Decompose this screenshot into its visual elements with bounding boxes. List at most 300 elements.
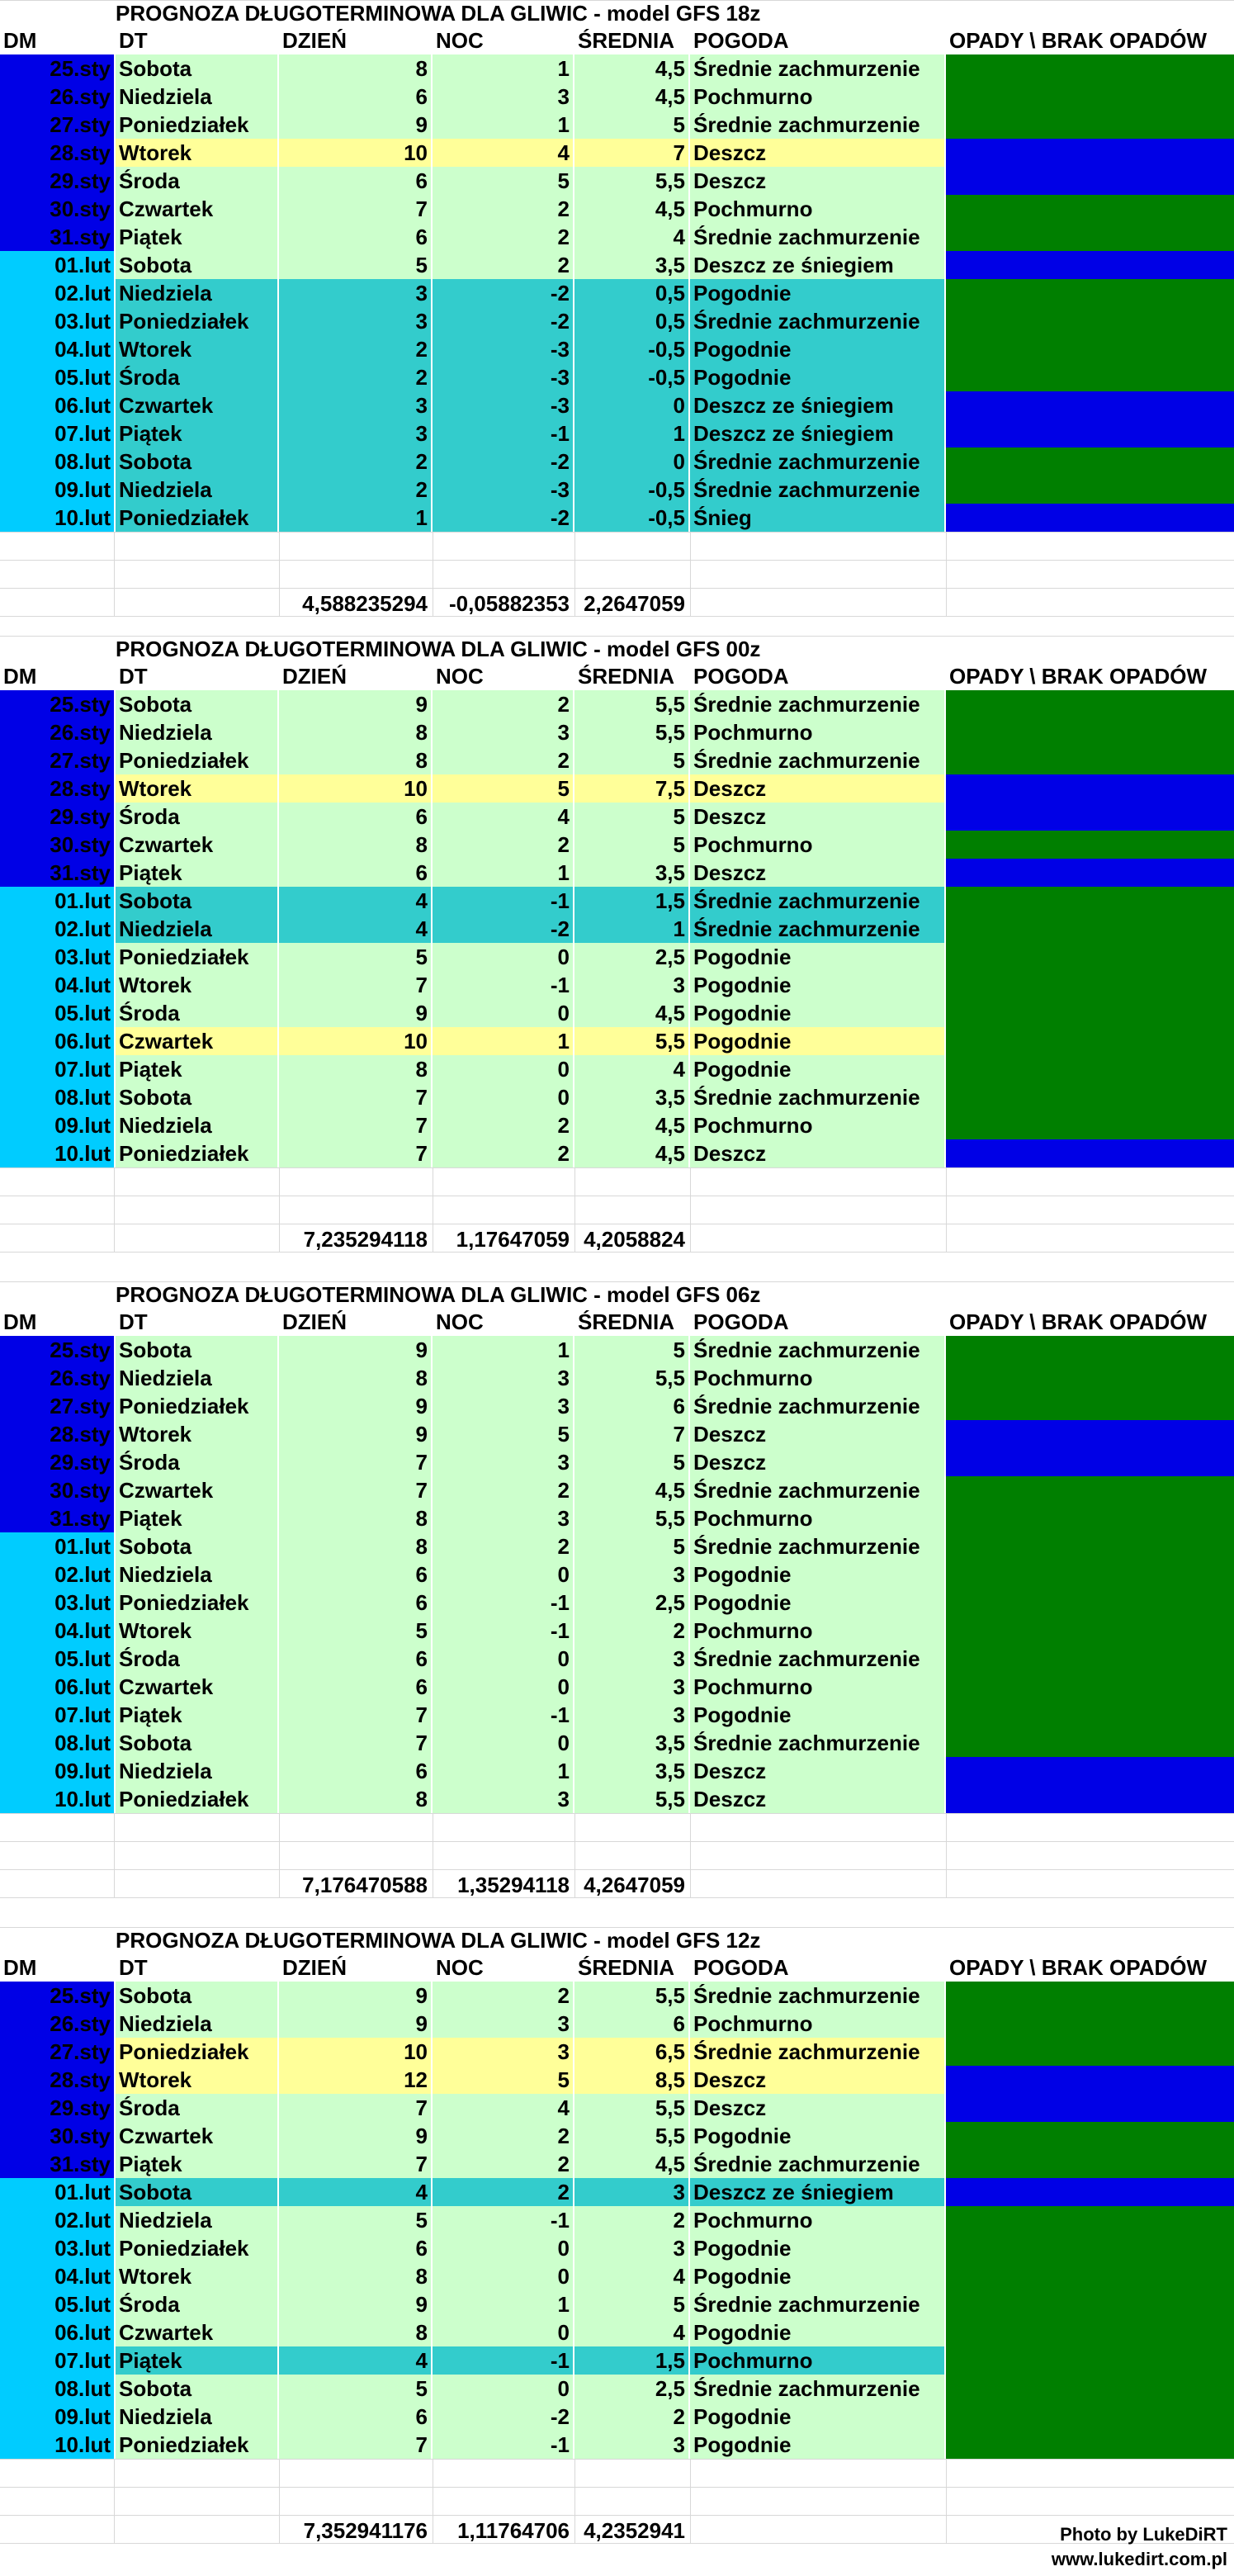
header-night: NOC <box>433 1308 573 1336</box>
date-cell: 28.sty <box>0 774 114 803</box>
avg-temp-cell: 3 <box>574 1560 688 1589</box>
day-temp-cell: 6 <box>279 2403 431 2431</box>
table-row <box>0 1448 1234 1476</box>
grid-line <box>690 532 691 616</box>
table-row <box>0 307 1234 335</box>
no-precip-indicator <box>946 2375 1234 2403</box>
day-temp-cell: 8 <box>279 1055 431 1083</box>
weather-cell: Pochmurno <box>690 195 944 223</box>
date-cell: 08.lut <box>0 1729 114 1757</box>
precip-indicator <box>946 504 1234 532</box>
no-precip-indicator <box>946 223 1234 251</box>
night-temp-cell: 2 <box>433 195 573 223</box>
weekday-cell: Poniedziałek <box>116 111 277 139</box>
precip-indicator <box>946 2066 1234 2094</box>
grid-line <box>0 636 1234 637</box>
precip-indicator <box>946 2178 1234 2206</box>
night-temp-cell: 2 <box>433 251 573 279</box>
header-row <box>0 26 1234 54</box>
header-precip: OPADY \ BRAK OPADÓW <box>946 1953 1234 1982</box>
weather-cell: Deszcz <box>690 1139 944 1167</box>
weekday-cell: Piątek <box>116 2346 277 2375</box>
day-temp-cell: 7 <box>279 1139 431 1167</box>
date-cell: 05.lut <box>0 1645 114 1673</box>
weather-cell: Pogodnie <box>690 1027 944 1055</box>
night-temp-cell: 0 <box>433 1645 573 1673</box>
grid-line <box>946 532 947 616</box>
summary-row <box>0 2517 1234 2545</box>
day-temp-cell: 6 <box>279 1589 431 1617</box>
avg-temp-cell: 4 <box>574 2318 688 2346</box>
weekday-cell: Poniedziałek <box>116 1589 277 1617</box>
night-temp-cell: -3 <box>433 363 573 391</box>
avg-temp-cell: 5 <box>574 1532 688 1560</box>
weekday-cell: Czwartek <box>116 2318 277 2346</box>
day-temp-cell: 5 <box>279 251 431 279</box>
table-row <box>0 2403 1234 2431</box>
table-row <box>0 746 1234 774</box>
date-cell: 09.lut <box>0 1111 114 1139</box>
night-temp-cell: -3 <box>433 391 573 419</box>
avg-temp-cell: 5,5 <box>574 1364 688 1392</box>
avg-temp-cell: 5 <box>574 1448 688 1476</box>
date-cell: 29.sty <box>0 803 114 831</box>
avg-temp-cell: 3 <box>574 971 688 999</box>
table-row <box>0 251 1234 279</box>
table-row <box>0 279 1234 307</box>
table-row <box>0 887 1234 915</box>
table-row <box>0 2346 1234 2375</box>
header-precip: OPADY \ BRAK OPADÓW <box>946 662 1234 690</box>
table-row <box>0 363 1234 391</box>
weekday-cell: Niedziela <box>116 279 277 307</box>
summary-day-avg: 7,176470588 <box>302 1873 428 1897</box>
table-row <box>0 1757 1234 1785</box>
table-row <box>0 2010 1234 2038</box>
table-row <box>0 476 1234 504</box>
day-temp-cell: 9 <box>279 1392 431 1420</box>
date-cell: 08.lut <box>0 1083 114 1111</box>
weather-cell: Średnie zachmurzenie <box>690 887 944 915</box>
header-row <box>0 662 1234 690</box>
table-title: PROGNOZA DŁUGOTERMINOWA DLA GLIWIC - model GFS 18z <box>116 1 761 26</box>
date-cell: 31.sty <box>0 859 114 887</box>
weather-cell: Deszcz ze śniegiem <box>690 2178 944 2206</box>
night-temp-cell: 1 <box>433 1757 573 1785</box>
no-precip-indicator <box>946 1364 1234 1392</box>
table-row <box>0 2206 1234 2234</box>
day-temp-cell: 7 <box>279 1448 431 1476</box>
avg-temp-cell: 5,5 <box>574 1504 688 1532</box>
weather-cell: Średnie zachmurzenie <box>690 746 944 774</box>
avg-temp-cell: 0,5 <box>574 279 688 307</box>
table-row <box>0 167 1234 195</box>
date-cell: 30.sty <box>0 2122 114 2150</box>
night-temp-cell: -2 <box>433 2403 573 2431</box>
precip-indicator <box>946 167 1234 195</box>
summary-night-avg: -0,05882353 <box>448 591 570 616</box>
no-precip-indicator <box>946 83 1234 111</box>
avg-temp-cell: 0 <box>574 391 688 419</box>
weekday-cell: Niedziela <box>116 476 277 504</box>
table-row <box>0 1139 1234 1167</box>
date-cell: 04.lut <box>0 1617 114 1645</box>
no-precip-indicator <box>946 1504 1234 1532</box>
night-temp-cell: 5 <box>433 167 573 195</box>
no-precip-indicator <box>946 54 1234 83</box>
no-precip-indicator <box>946 307 1234 335</box>
weather-cell: Pochmurno <box>690 1364 944 1392</box>
day-temp-cell: 9 <box>279 2122 431 2150</box>
date-cell: 27.sty <box>0 111 114 139</box>
avg-temp-cell: 6,5 <box>574 2038 688 2066</box>
no-precip-indicator <box>946 2262 1234 2290</box>
night-temp-cell: 2 <box>433 223 573 251</box>
night-temp-cell: 2 <box>433 746 573 774</box>
header-day: DZIEŃ <box>279 1308 431 1336</box>
grid-line <box>114 1167 115 1252</box>
table-row <box>0 223 1234 251</box>
grid-line <box>114 532 115 616</box>
no-precip-indicator <box>946 447 1234 476</box>
table-row <box>0 2150 1234 2178</box>
night-temp-cell: 0 <box>433 1673 573 1701</box>
weekday-cell: Poniedziałek <box>116 1139 277 1167</box>
header-row <box>0 1953 1234 1982</box>
weekday-cell: Sobota <box>116 1336 277 1364</box>
day-temp-cell: 6 <box>279 167 431 195</box>
no-precip-indicator <box>946 1392 1234 1420</box>
weather-cell: Deszcz <box>690 2066 944 2094</box>
weekday-cell: Czwartek <box>116 1476 277 1504</box>
no-precip-indicator <box>946 1336 1234 1364</box>
header-precip: OPADY \ BRAK OPADÓW <box>946 1308 1234 1336</box>
no-precip-indicator <box>946 1701 1234 1729</box>
avg-temp-cell: -0,5 <box>574 476 688 504</box>
avg-temp-cell: 3,5 <box>574 1757 688 1785</box>
avg-temp-cell: 5,5 <box>574 2122 688 2150</box>
grid-line <box>114 2459 115 2543</box>
no-precip-indicator <box>946 2234 1234 2262</box>
day-temp-cell: 7 <box>279 2150 431 2178</box>
day-temp-cell: 8 <box>279 54 431 83</box>
photo-credit <box>1052 2522 1227 2572</box>
weather-cell: Deszcz <box>690 859 944 887</box>
header-night: NOC <box>433 662 573 690</box>
night-temp-cell: 5 <box>433 1420 573 1448</box>
date-cell: 29.sty <box>0 1448 114 1476</box>
night-temp-cell: 0 <box>433 943 573 971</box>
table-row <box>0 504 1234 532</box>
avg-temp-cell: 4,5 <box>574 54 688 83</box>
weekday-cell: Niedziela <box>116 718 277 746</box>
weekday-cell: Niedziela <box>116 2403 277 2431</box>
date-cell: 10.lut <box>0 2431 114 2459</box>
date-cell: 28.sty <box>0 2066 114 2094</box>
weekday-cell: Niedziela <box>116 2206 277 2234</box>
avg-temp-cell: 3,5 <box>574 859 688 887</box>
grid-line <box>0 560 1234 561</box>
date-cell: 09.lut <box>0 2403 114 2431</box>
day-temp-cell: 8 <box>279 2262 431 2290</box>
avg-temp-cell: 4,5 <box>574 1111 688 1139</box>
date-cell: 01.lut <box>0 2178 114 2206</box>
day-temp-cell: 4 <box>279 915 431 943</box>
date-cell: 29.sty <box>0 2094 114 2122</box>
day-temp-cell: 8 <box>279 746 431 774</box>
weekday-cell: Sobota <box>116 690 277 718</box>
table-title: PROGNOZA DŁUGOTERMINOWA DLA GLIWIC - model GFS 06z <box>116 1282 761 1307</box>
avg-temp-cell: 5 <box>574 1336 688 1364</box>
date-cell: 02.lut <box>0 279 114 307</box>
grid-line <box>0 1869 1234 1870</box>
weather-cell: Pochmurno <box>690 718 944 746</box>
grid-line <box>574 2459 575 2543</box>
avg-temp-cell: 3,5 <box>574 251 688 279</box>
weekday-cell: Piątek <box>116 223 277 251</box>
no-precip-indicator <box>946 2038 1234 2066</box>
day-temp-cell: 10 <box>279 139 431 167</box>
table-row <box>0 2375 1234 2403</box>
night-temp-cell: 2 <box>433 2178 573 2206</box>
grid-line <box>0 1281 1234 1282</box>
day-temp-cell: 6 <box>279 859 431 887</box>
weather-cell: Średnie zachmurzenie <box>690 1982 944 2010</box>
avg-temp-cell: 2 <box>574 1617 688 1645</box>
precip-indicator <box>946 391 1234 419</box>
night-temp-cell: 3 <box>433 1364 573 1392</box>
grid-line <box>0 2487 1234 2488</box>
no-precip-indicator <box>946 2431 1234 2459</box>
table-row <box>0 2431 1234 2459</box>
header-avg: ŚREDNIA <box>574 1308 688 1336</box>
weekday-cell: Środa <box>116 803 277 831</box>
precip-indicator <box>946 1448 1234 1476</box>
night-temp-cell: 0 <box>433 2262 573 2290</box>
no-precip-indicator <box>946 746 1234 774</box>
day-temp-cell: 7 <box>279 1476 431 1504</box>
night-temp-cell: 3 <box>433 1504 573 1532</box>
grid-line <box>0 532 1234 533</box>
no-precip-indicator <box>946 1589 1234 1617</box>
header-dt: DT <box>116 1953 277 1982</box>
day-temp-cell: 8 <box>279 1364 431 1392</box>
night-temp-cell: 2 <box>433 831 573 859</box>
avg-temp-cell: 2 <box>574 2206 688 2234</box>
weekday-cell: Niedziela <box>116 915 277 943</box>
night-temp-cell: -2 <box>433 307 573 335</box>
table-row <box>0 1364 1234 1392</box>
header-night: NOC <box>433 1953 573 1982</box>
date-cell: 26.sty <box>0 2010 114 2038</box>
table-row <box>0 774 1234 803</box>
weekday-cell: Poniedziałek <box>116 746 277 774</box>
day-temp-cell: 7 <box>279 2094 431 2122</box>
grid-line <box>690 1813 691 1897</box>
weather-cell: Średnie zachmurzenie <box>690 111 944 139</box>
day-temp-cell: 7 <box>279 1111 431 1139</box>
night-temp-cell: 0 <box>433 1083 573 1111</box>
summary-day-avg: 7,235294118 <box>303 1227 428 1252</box>
table-row <box>0 2178 1234 2206</box>
day-temp-cell: 8 <box>279 831 431 859</box>
weekday-cell: Piątek <box>116 1504 277 1532</box>
weekday-cell: Czwartek <box>116 391 277 419</box>
night-temp-cell: 3 <box>433 1448 573 1476</box>
day-temp-cell: 8 <box>279 718 431 746</box>
weekday-cell: Poniedziałek <box>116 2234 277 2262</box>
night-temp-cell: 2 <box>433 1532 573 1560</box>
date-cell: 31.sty <box>0 223 114 251</box>
avg-temp-cell: -0,5 <box>574 363 688 391</box>
no-precip-indicator <box>946 1083 1234 1111</box>
grid-line <box>0 2459 1234 2460</box>
weekday-cell: Piątek <box>116 1701 277 1729</box>
weather-cell: Pochmurno <box>690 1673 944 1701</box>
no-precip-indicator <box>946 1027 1234 1055</box>
no-precip-indicator <box>946 1729 1234 1757</box>
weather-cell: Pogodnie <box>690 943 944 971</box>
summary-avg: 4,2647059 <box>584 1873 685 1897</box>
date-cell: 25.sty <box>0 54 114 83</box>
header-avg: ŚREDNIA <box>574 662 688 690</box>
weekday-cell: Wtorek <box>116 335 277 363</box>
date-cell: 02.lut <box>0 2206 114 2234</box>
table-row <box>0 1589 1234 1617</box>
date-cell: 29.sty <box>0 167 114 195</box>
table-row <box>0 2038 1234 2066</box>
weather-cell: Pochmurno <box>690 2346 944 2375</box>
no-precip-indicator <box>946 1617 1234 1645</box>
night-temp-cell: 0 <box>433 1729 573 1757</box>
weather-cell: Pogodnie <box>690 1560 944 1589</box>
no-precip-indicator <box>946 1673 1234 1701</box>
table-row <box>0 1729 1234 1757</box>
weekday-cell: Sobota <box>116 1982 277 2010</box>
weather-cell: Średnie zachmurzenie <box>690 1336 944 1364</box>
table-row <box>0 1982 1234 2010</box>
weather-cell: Średnie zachmurzenie <box>690 2290 944 2318</box>
avg-temp-cell: 4 <box>574 2262 688 2290</box>
night-temp-cell: -3 <box>433 335 573 363</box>
day-temp-cell: 7 <box>279 1083 431 1111</box>
day-temp-cell: 3 <box>279 279 431 307</box>
precip-indicator <box>946 1785 1234 1813</box>
date-cell: 09.lut <box>0 1757 114 1785</box>
no-precip-indicator <box>946 2206 1234 2234</box>
weekday-cell: Niedziela <box>116 83 277 111</box>
weather-cell: Średnie zachmurzenie <box>690 54 944 83</box>
weekday-cell: Czwartek <box>116 195 277 223</box>
forecast-table-1 <box>0 636 1234 1260</box>
weather-cell: Pogodnie <box>690 363 944 391</box>
day-temp-cell: 6 <box>279 803 431 831</box>
weekday-cell: Środa <box>116 1448 277 1476</box>
weather-cell: Średnie zachmurzenie <box>690 476 944 504</box>
date-cell: 06.lut <box>0 2318 114 2346</box>
table-row <box>0 2094 1234 2122</box>
avg-temp-cell: 4 <box>574 223 688 251</box>
day-temp-cell: 7 <box>279 1701 431 1729</box>
weather-cell: Deszcz ze śniegiem <box>690 419 944 447</box>
table-row <box>0 335 1234 363</box>
day-temp-cell: 9 <box>279 1982 431 2010</box>
table-title: PROGNOZA DŁUGOTERMINOWA DLA GLIWIC - model GFS 00z <box>116 637 761 661</box>
weather-cell: Pogodnie <box>690 2122 944 2150</box>
day-temp-cell: 2 <box>279 447 431 476</box>
date-cell: 01.lut <box>0 887 114 915</box>
night-temp-cell: 1 <box>433 1027 573 1055</box>
weekday-cell: Czwartek <box>116 2122 277 2150</box>
weather-cell: Pochmurno <box>690 1504 944 1532</box>
date-cell: 06.lut <box>0 1673 114 1701</box>
night-temp-cell: -1 <box>433 971 573 999</box>
no-precip-indicator <box>946 1055 1234 1083</box>
table-row <box>0 2262 1234 2290</box>
night-temp-cell: 4 <box>433 803 573 831</box>
avg-temp-cell: -0,5 <box>574 335 688 363</box>
day-temp-cell: 9 <box>279 2290 431 2318</box>
weather-cell: Średnie zachmurzenie <box>690 690 944 718</box>
date-cell: 06.lut <box>0 1027 114 1055</box>
weather-cell: Pogodnie <box>690 2234 944 2262</box>
day-temp-cell: 2 <box>279 476 431 504</box>
weather-cell: Deszcz <box>690 1420 944 1448</box>
day-temp-cell: 5 <box>279 1617 431 1645</box>
no-precip-indicator <box>946 2010 1234 2038</box>
day-temp-cell: 5 <box>279 2206 431 2234</box>
table-row <box>0 391 1234 419</box>
night-temp-cell: 1 <box>433 859 573 887</box>
summary-night-avg: 1,35294118 <box>457 1873 570 1897</box>
table-row <box>0 999 1234 1027</box>
weather-cell: Pogodnie <box>690 2318 944 2346</box>
grid-line <box>114 1813 115 1897</box>
night-temp-cell: -2 <box>433 279 573 307</box>
grid-line <box>0 1167 1234 1168</box>
weekday-cell: Sobota <box>116 1083 277 1111</box>
grid-line <box>0 1841 1234 1842</box>
day-temp-cell: 7 <box>279 971 431 999</box>
avg-temp-cell: 3,5 <box>574 1083 688 1111</box>
header-day: DZIEŃ <box>279 662 431 690</box>
no-precip-indicator <box>946 943 1234 971</box>
table-title: PROGNOZA DŁUGOTERMINOWA DLA GLIWIC - model GFS 12z <box>116 1928 761 1953</box>
night-temp-cell: -1 <box>433 1589 573 1617</box>
avg-temp-cell: 4,5 <box>574 83 688 111</box>
grid-line <box>0 1813 1234 1814</box>
no-precip-indicator <box>946 1476 1234 1504</box>
grid-line <box>946 2459 947 2543</box>
header-night: NOC <box>433 26 573 54</box>
weather-cell: Średnie zachmurzenie <box>690 2150 944 2178</box>
no-precip-indicator <box>946 1645 1234 1673</box>
grid-line <box>946 1813 947 1897</box>
weather-cell: Deszcz <box>690 1757 944 1785</box>
night-temp-cell: 3 <box>433 1785 573 1813</box>
day-temp-cell: 10 <box>279 1027 431 1055</box>
summary-avg: 4,2058824 <box>584 1227 685 1252</box>
weekday-cell: Wtorek <box>116 1420 277 1448</box>
day-temp-cell: 2 <box>279 363 431 391</box>
weather-cell: Pochmurno <box>690 831 944 859</box>
weather-cell: Deszcz <box>690 803 944 831</box>
header-precip: OPADY \ BRAK OPADÓW <box>946 26 1234 54</box>
table-row <box>0 1055 1234 1083</box>
avg-temp-cell: 7 <box>574 1420 688 1448</box>
weather-cell: Średnie zachmurzenie <box>690 915 944 943</box>
weekday-cell: Niedziela <box>116 1364 277 1392</box>
